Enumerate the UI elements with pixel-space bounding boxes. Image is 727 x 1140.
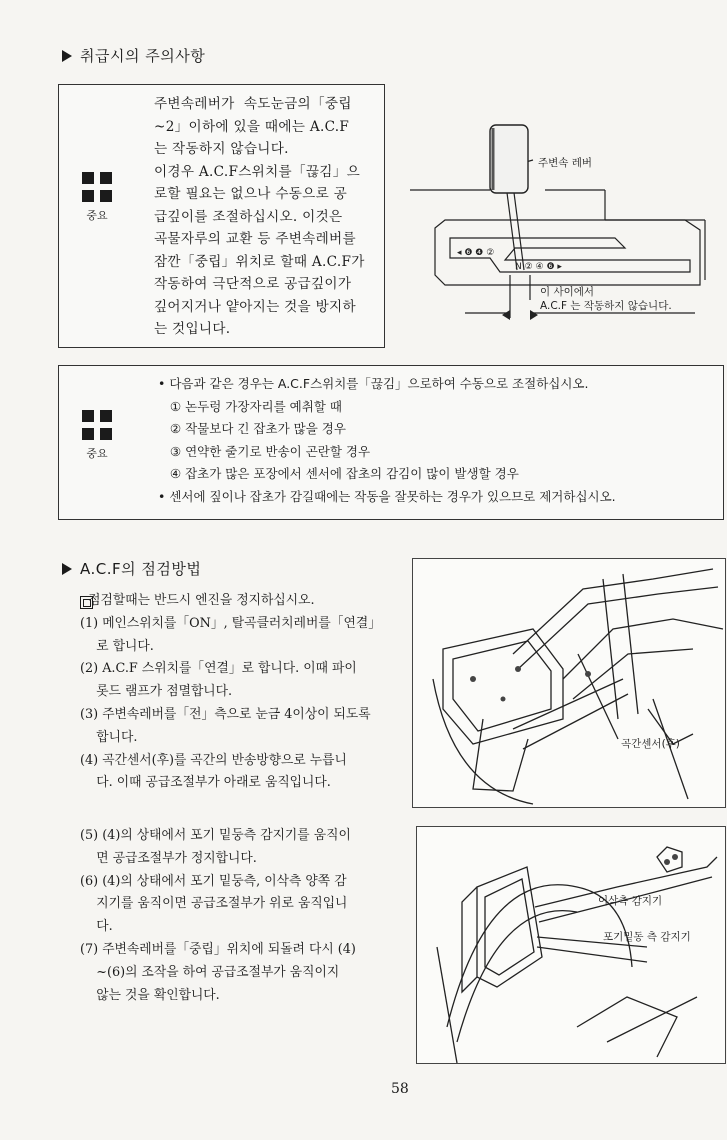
section-title-precautions: 취급시의 주의사항 [62, 45, 205, 66]
rear-sensor-label: 곡간센서(후) [621, 738, 680, 750]
triangle-bullet-icon [62, 50, 72, 62]
section-title-inspection: A.C.F의 점검방법 [62, 558, 201, 579]
caution-icon [82, 410, 112, 440]
sensor-figure-2 [416, 826, 726, 1064]
svg-text:◂ ❻ ❹ ②: ◂ ❻ ❹ ② [457, 248, 495, 258]
stem-side-detector-label: 포기밑동 측 감지기 [603, 931, 691, 943]
inspection-steps-5-7: (5) (4)의 상태에서 포기 밑둥측 감지기를 움직이 면 공급조절부가 정지합니다. (6) (4)의 상태에서 포기 밑둥측, 이삭측 양쪽 감 지기를 움직이면 공급조절부가 위로 움직입니 다. (7) 주변속레버를「중립」위치에 되돌려 다시 (4) ~(6)의 조작을 하여 공급조절부가 움직이지 않는 것을 확인합니다. [80, 828, 356, 1003]
caution-text-2: • 다음과 같은 경우는 A.C.F스위치를「끊김」으로하여 수동으로 조절하십시오. ① 논두렁 가장자리를 예취할 때 ② 작물보다 긴 잡초가 많을 경우 ③ 연약한 줄기로 반송이 곤란할 경우 ④ 잡초가 많은 포장에서 센서에 잡초의 감김이 많이 발생할 경우 • 센서에 짚이나 잡초가 감길때에는 작동을 잘못하는 경우가 있으므로 제거하십시오. [158, 376, 616, 504]
range-label-2: A.C.F 는 작동하지 않습니다. [540, 300, 672, 312]
sensor-figure-1 [412, 558, 726, 808]
triangle-bullet-icon [62, 563, 72, 575]
ear-side-detector-label: 이삭측 감지기 [598, 895, 663, 907]
lever-label: 주변속 레버 [538, 157, 593, 169]
caution-icon [82, 172, 112, 202]
caution-text-1: 주변속레버가 속도눈금의「중립 ~2」이하에 있을 때에는 A.C.F 는 작동하지 않습니다. 이경우 A.C.F스위치를「끊김」으 로할 필요는 없으나 수동으로 공 급깊이를 조절하십시오. 이것은 곡물자루의 교환 등 주변속레버를 잠깐「중립」위치로 할때 A.C.F가 작동하여 극단적으로 공급깊이가 깊어지거나 얕아지는 것을 방지하 는 것입니다. [154, 96, 365, 337]
caution-badge-1: 중요 [75, 172, 119, 223]
caution-badge-2: 중요 [75, 410, 119, 461]
range-label-1: 이 사이에서 [540, 286, 595, 298]
page-number: 58 [391, 1081, 409, 1097]
inspection-steps-1-4: 점검할때는 반드시 엔진을 정지하십시오. (1) 메인스위치를「ON」, 탈곡클러치레버를「연결」 로 합니다. (2) A.C.F 스위치를「연결」로 합니다. 이때 파이 롯드 램프가 점멸합니다. (3) 주변속레버를「전」측으로 눈금 4이상이 되도록 합니다. (4) 곡간센서(후)를 곡간의 반송방향으로 누릅니 다. 이때 공급조절부가 아래로 움직입니다. [80, 593, 381, 791]
svg-text:N ② ④ ❻ ▸: N ② ④ ❻ ▸ [515, 262, 562, 272]
